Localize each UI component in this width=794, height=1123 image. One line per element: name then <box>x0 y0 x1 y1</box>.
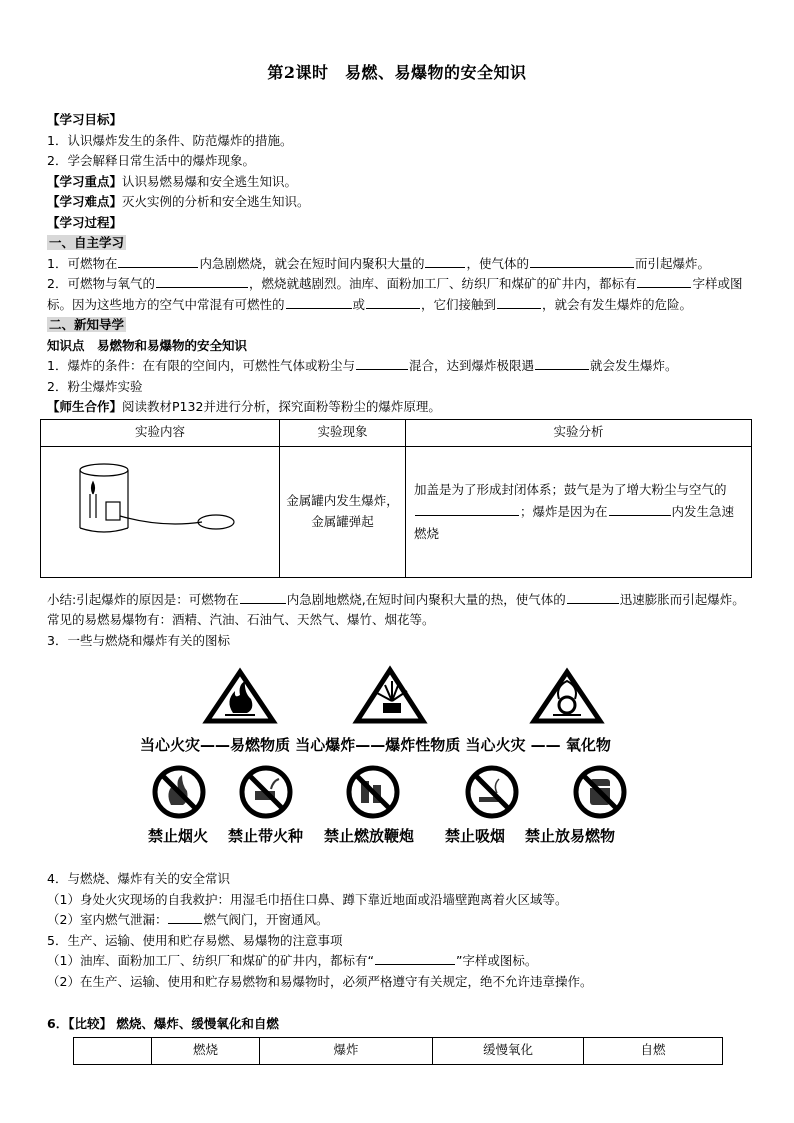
compare-header-slow-oxidation: 缓慢氧化 <box>433 1037 584 1064</box>
difficulty-points <box>47 192 752 213</box>
q1-text-c: ，使气体的 <box>466 255 529 271</box>
blank-field[interactable] <box>425 254 465 268</box>
explosive-warning-icon <box>357 670 423 721</box>
goals-heading: 【学习目标】 <box>47 112 123 127</box>
cooperation <box>47 397 752 418</box>
safety-item-2 <box>47 910 752 931</box>
compare-heading-label: 【比较】 <box>68 1016 112 1031</box>
comparison-table-header <box>74 1037 723 1064</box>
process-heading: 【学习过程】 <box>47 214 123 230</box>
analysis-text-c: 内发生急速燃烧 <box>414 503 735 541</box>
q1-text-a: 1．可燃物在 <box>47 255 118 271</box>
no-fire-icon <box>155 768 203 816</box>
compare-header-explosion: 爆炸 <box>260 1037 433 1064</box>
safety-heading: 4．与燃烧、爆炸有关的安全常识 <box>47 871 230 886</box>
difficulty-text: 灭火实例的分析和安全逃生知识。 <box>122 194 310 209</box>
section2-heading <box>47 315 752 336</box>
blank-field[interactable] <box>535 356 589 370</box>
blank-field[interactable] <box>375 951 455 965</box>
knowledge-point: 知识点 易燃物和易爆物的安全知识 <box>47 337 248 353</box>
compare-heading <box>47 1014 752 1035</box>
no-flammables-icon <box>576 768 624 816</box>
exp-header-content: 实验内容 <box>41 419 280 446</box>
compare-header-spontaneous-combustion: 自燃 <box>584 1037 723 1064</box>
section1-heading <box>47 233 752 254</box>
sign-label-no-smoking: 禁止吸烟 <box>445 827 506 845</box>
no-fireworks-icon <box>349 768 397 816</box>
q2-text-f: ，就会有发生爆炸的危险。 <box>542 296 693 312</box>
analysis-text-a: 加盖是为了形成封闭体系；鼓气是为了增大粉尘与空气的 <box>414 481 727 497</box>
sign-label-no-flammables: 禁止放易燃物 <box>525 827 616 845</box>
blank-field[interactable] <box>497 295 541 309</box>
blank-field[interactable] <box>415 502 519 516</box>
experiment-table-row <box>41 446 752 577</box>
q1-text-b: 内急剧燃烧，就会在短时间内聚积大量的 <box>199 255 425 271</box>
coop-label: 【师生合作】 <box>47 399 123 414</box>
blank-field[interactable] <box>366 295 420 309</box>
precautions-heading: 5．生产、运输、使用和贮存易燃、易爆物的注意事项 <box>47 932 343 948</box>
dust-explosion-apparatus-drawing <box>42 448 276 548</box>
blank-field[interactable] <box>168 910 202 924</box>
analysis-text-b: ；爆炸是因为在 <box>520 503 608 519</box>
sign-label-no-fire: 禁止烟火 <box>148 827 209 845</box>
section2-heading-text: 二、新知导学 <box>49 317 125 332</box>
oxidizer-warning-icon <box>534 672 600 721</box>
flammable-warning-icon <box>207 672 273 721</box>
precaution-item-1 <box>47 951 752 972</box>
key-text: 认识易燃易爆和安全逃生知识。 <box>122 173 298 189</box>
signs-heading: 3．一些与燃烧和爆炸有关的图标 <box>47 632 230 648</box>
section1-heading-text: 一、自主学习 <box>49 235 125 250</box>
no-open-flame-carrying-icon <box>242 768 290 816</box>
summary-text-a: 小结:引起爆炸的原因是：可燃物在 <box>47 591 239 607</box>
safety-item-1: （1）身处火灾现场的自我救护：用湿毛巾捂住口鼻、蹲下靠近地面或沿墙壁跑离着火区域等。 <box>47 891 568 907</box>
blank-field[interactable] <box>286 295 352 309</box>
summary <box>47 590 752 631</box>
blank-field[interactable] <box>530 254 634 268</box>
section1-q2 <box>47 274 752 315</box>
q2-text-b: ，燃烧就越剧烈。油库、面粉加工厂、纺织厂和煤矿的矿井内，都标有 <box>248 276 637 291</box>
compare-heading-num: 6． <box>47 1016 69 1031</box>
blank-field[interactable] <box>240 590 286 604</box>
blank-field[interactable] <box>609 502 671 516</box>
blank-field[interactable] <box>118 254 198 268</box>
precaution-item-2: （2）在生产、运输、使用和贮存易燃物和易爆物时，必须严格遵守有关规定，绝不允许违章操作。 <box>47 973 593 989</box>
precaution-1-text-a: （1）油库、面粉加工厂、纺织厂和煤矿的矿井内，都标有“ <box>47 953 374 968</box>
goal-item-2: 2．学会解释日常生活中的爆炸现象。 <box>47 153 255 168</box>
summary-text-b: 内急剧地燃烧,在短时间内聚积大量的热，使气体的 <box>286 591 566 607</box>
worksheet-content <box>47 110 752 1065</box>
sign-label-no-open-flame: 禁止带火种 <box>228 827 304 845</box>
comparison-table <box>73 1037 723 1065</box>
experiment-drawing-cell <box>41 446 280 577</box>
c1-text-a: 1．爆炸的条件：在有限的空间内，可燃性气体或粉尘与 <box>47 358 355 373</box>
q2-text-c: 字样或图标。因为这些地方的空气中常混有可燃性的 <box>47 276 743 312</box>
blank-field[interactable] <box>356 356 408 370</box>
q2-text-d: 或 <box>352 296 366 312</box>
precaution-1-text-b: ”字样或图标。 <box>455 953 538 968</box>
summary-text-c: 迅速膨胀而引起爆炸。常见的易燃易爆物有：酒精、汽油、石油气、天然气、爆竹、烟花等。 <box>47 591 745 627</box>
experiment-table <box>40 419 752 578</box>
phenomenon-cell: 金属罐内发生爆炸，金属罐弹起 <box>280 446 406 577</box>
safety-item-2-text-a: （2）室内燃气泄漏： <box>47 912 168 927</box>
blank-field[interactable] <box>156 274 248 288</box>
page-title: 第2课时 易燃、易爆物的安全知识 <box>267 63 527 82</box>
q1-text-d: 而引起爆炸。 <box>634 255 710 271</box>
blank-field[interactable] <box>567 590 619 604</box>
c1-text-b: 混合，达到爆炸极限遇 <box>408 358 534 373</box>
sign-label-no-fireworks: 禁止燃放鞭炮 <box>324 827 415 845</box>
q2-text-a: 2．可燃物与氧气的 <box>47 276 155 291</box>
compare-heading-text: 燃烧、爆炸、缓慢氧化和自燃 <box>111 1016 279 1031</box>
exp-header-phenomenon: 实验现象 <box>280 419 406 446</box>
c1-text-c: 就会发生爆炸。 <box>589 358 678 373</box>
section1-q1 <box>47 254 752 275</box>
difficulty-label: 【学习难点】 <box>47 194 123 209</box>
condition-1 <box>47 356 752 377</box>
signs-row1-label: 当心火灾——易燃物质 当心爆炸——爆炸性物质 当心火灾 —— 氧化物 <box>140 736 611 754</box>
condition-2: 2．粉尘爆炸实验 <box>47 378 143 394</box>
blank-field[interactable] <box>637 274 691 288</box>
compare-header-combustion: 燃烧 <box>152 1037 260 1064</box>
q2-text-e: ，它们接触到 <box>421 296 497 312</box>
safety-item-2-text-b: 燃气阀门，开窗通风。 <box>203 912 329 927</box>
coop-text: 阅读教材P132并进行分析，探究面粉等粉尘的爆炸原理。 <box>122 399 441 414</box>
experiment-table-header <box>41 419 752 446</box>
compare-header-blank <box>74 1037 152 1064</box>
goal-item-1: 1．认识爆炸发生的条件、防范爆炸的措施。 <box>47 132 293 148</box>
safety-signs <box>47 657 752 847</box>
no-smoking-icon <box>468 768 516 816</box>
key-label: 【学习重点】 <box>47 173 123 189</box>
key-points <box>47 172 752 193</box>
analysis-cell <box>406 446 752 577</box>
exp-header-analysis: 实验分析 <box>406 419 752 446</box>
